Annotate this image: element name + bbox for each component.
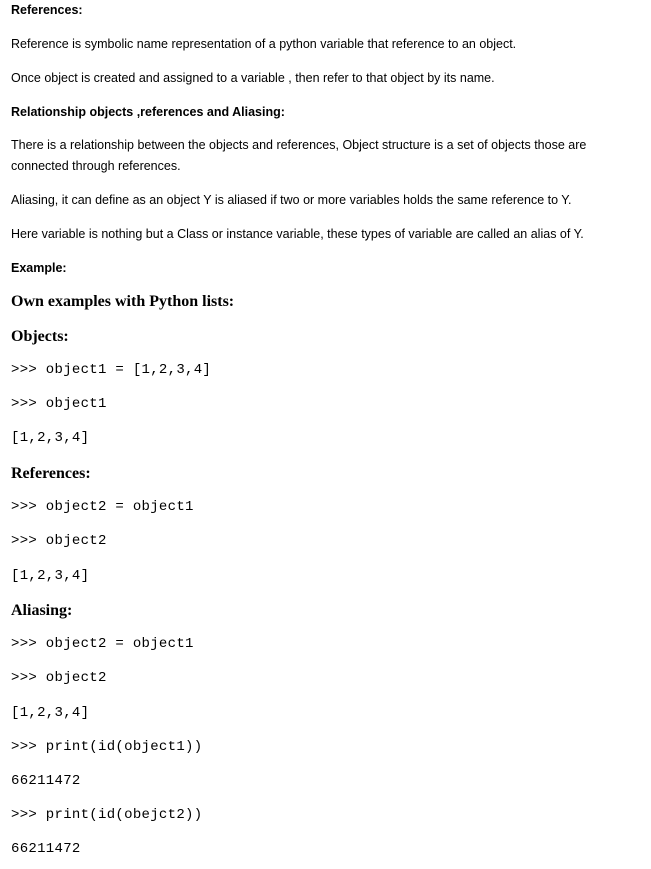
- reference-definition: Reference is symbolic name representation of a python variable that reference to an object.: [11, 37, 517, 51]
- relationship-text: There is a relationship between the objects and references, Object structure is a set of objects those are connected through references.: [11, 138, 587, 173]
- relationship-heading: Relationship objects ,references and Aliasing:: [11, 105, 285, 119]
- code-line: >>> object1 = [1,2,3,4]: [11, 362, 212, 378]
- code-line: >>> object2 = object1: [11, 499, 194, 515]
- reference-usage: Once object is created and assigned to a variable , then refer to that object by its name.: [11, 71, 495, 85]
- objects-heading: Objects:: [11, 328, 69, 345]
- code-output: 66211472: [11, 841, 81, 857]
- code-output: 66211472: [11, 773, 81, 789]
- code-output: [1,2,3,4]: [11, 430, 90, 446]
- references-heading: References:: [11, 3, 83, 17]
- code-line: >>> print(id(object1)): [11, 739, 203, 755]
- references-example-heading: References:: [11, 465, 91, 482]
- own-examples-heading: Own examples with Python lists:: [11, 293, 235, 310]
- code-output: [1,2,3,4]: [11, 568, 90, 584]
- example-heading: Example:: [11, 261, 67, 275]
- code-line: >>> object1: [11, 396, 107, 412]
- code-output: [1,2,3,4]: [11, 705, 90, 721]
- aliasing-example-heading: Aliasing:: [11, 602, 73, 619]
- code-line: >>> object2: [11, 533, 107, 549]
- variable-note: Here variable is nothing but a Class or instance variable, these types of variable are called an alias of Y.: [11, 227, 584, 241]
- aliasing-definition: Aliasing, it can define as an object Y is aliased if two or more variables holds the same reference to Y.: [11, 193, 572, 207]
- code-line: >>> print(id(obejct2)): [11, 807, 203, 823]
- code-line: >>> object2 = object1: [11, 636, 194, 652]
- code-line: >>> object2: [11, 670, 107, 686]
